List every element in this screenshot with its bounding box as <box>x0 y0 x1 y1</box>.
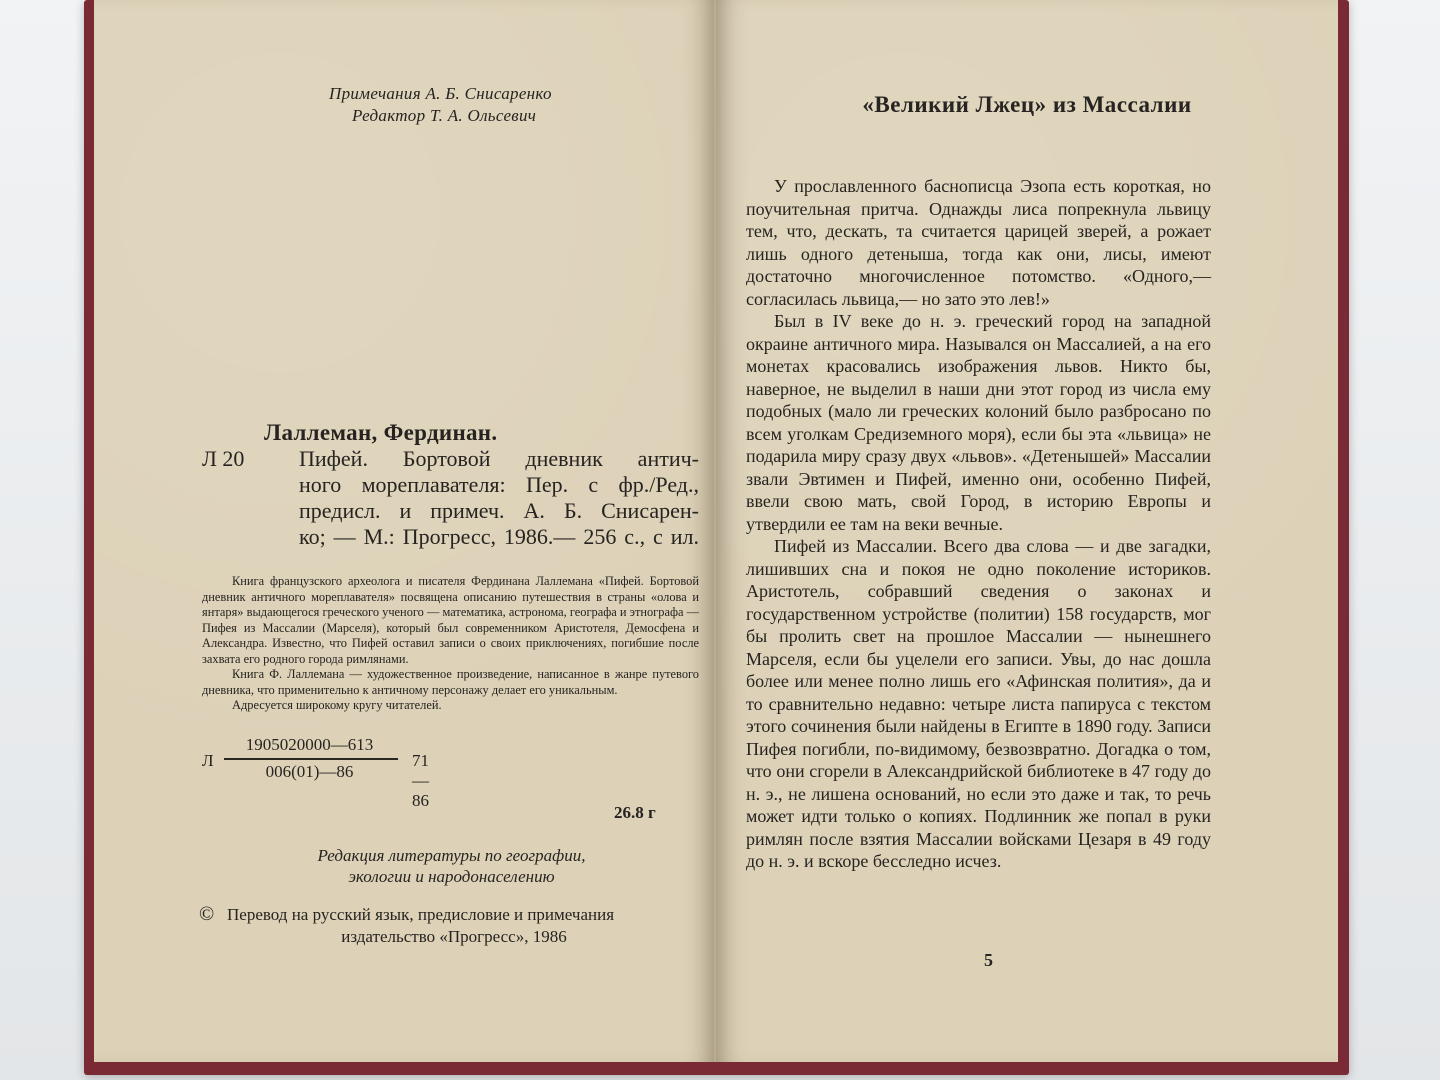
book-annotation <box>202 574 699 714</box>
bib-line: предисл. и примеч. А. Б. Снисарен- <box>299 498 699 523</box>
editorial-office <box>194 845 709 887</box>
index-suffix: 71—86 <box>412 751 429 810</box>
body-paragraph: Был в IV веке до н. э. греческий город на западной окраине античного мира. Назывался он Массалией, а на его монетах красовались изображения львов. Никто бы, наверное, не выделил в наши дни этот город из числа ему подобных (мало ли греческих колоний было разбросано по всем уголкам Средиземного моря), если бы эта «львица» не подарила миру сразу двух «львов». «Детенышей» Массалии звали Эвтимен и Пифей, именно они, особенно Пифей, ввели свою мать, свой Город, в историю Европы и утвердили ее там на веки вечные. <box>746 311 1211 534</box>
bib-line: ного мореплавателя: Пер. с фр./Ред., <box>299 472 699 497</box>
annotation-paragraph: Книга французского археолога и писателя Фердинана Лаллемана «Пифей. Бортовой дневник античного мореплавателя» посвящена описанию путешествия в страны «олова и янтаря» выдающегося греческого ученого — математика, астронома, географа и этнографа — Пифея из Массалии (Марселя), который был современником Аристотеля, Демосфена и Александра. Известно, что Пифей оставил записи о своих приключениях, погибшие после захвата его родного города римлянами. <box>202 574 699 666</box>
index-letter: Л <box>202 751 214 770</box>
annotation-paragraph: Адресуется широкому кругу читателей. <box>232 698 442 712</box>
bib-line: Пифей. Бортовой дневник антич- <box>299 446 699 471</box>
left-page <box>94 0 714 1062</box>
body-paragraph: Пифей из Массалии. Всего два слова — и две загадки, лишивших сна и покоя не одно поколение историков. Аристотель, собравший сведения о законах и государственном устройстве (политии) 158 государств, мог бы пролить свет на прошлое Массалии — нынешнего Марселя, если бы уцелели его записи. Увы, до нас дошла более или менее полно лишь его «Афинская полития», да и то сравнительно недавно: четыре листа папируса с текстом этого сочинения были найдены в Египте в 1890 году. Записи Пифея погибли, по-видимому, безвозвратно. Догадка о том, что они сгорели в Александрийской библиотеке в 47 году до н. э., не лишена оснований, но если это даже и так, то речь может идти только о копиях. Подлинник же попал в руки римлян после взятия Массалии войсками Цезаря в 49 году до н. э. и вскоре бесследно исчез. <box>746 536 1211 871</box>
bib-line: ко; — М.: Прогресс, 1986.— 256 с., с ил. <box>299 524 699 549</box>
author-name: Лаллеман, Фердинан. <box>264 420 498 445</box>
chapter-body <box>746 175 1211 873</box>
notes-credit: Примечания А. Б. Снисаренко <box>329 84 552 103</box>
catalog-code: Л 20 <box>202 446 245 471</box>
index-numerator: 1905020000—613 <box>245 735 374 754</box>
bibliographic-entry <box>299 446 699 550</box>
copyright-icon: © <box>199 903 215 925</box>
right-page <box>716 0 1338 1062</box>
copyright-line: издательство «Прогресс», 1986 <box>341 927 567 946</box>
fraction-line <box>224 758 398 760</box>
editor-credit: Редактор Т. А. Ольсевич <box>352 106 537 125</box>
page-number: 5 <box>984 950 993 970</box>
office-line: экологии и народонаселению <box>348 867 555 886</box>
index-denominator: 006(01)—86 <box>265 762 354 781</box>
chapter-title: «Великий Лжец» из Массалии <box>862 92 1192 117</box>
copyright-line: Перевод на русский язык, предисловие и примечания <box>227 905 615 924</box>
price: 26.8 г <box>614 803 656 822</box>
annotation-paragraph: Книга Ф. Лаллемана — художественное произведение, написанное в жанре путевого дневника, что применительно к античному персонажу делает его уникальным. <box>202 667 699 697</box>
office-line: Редакция литературы по географии, <box>317 846 586 865</box>
body-paragraph: У прославленного баснописца Эзопа есть короткая, но поучительная притча. Однажды лиса попрекнула львицу тем, что, дескать, та считается царицей зверей, а рожает лишь одного детеныша, тогда как они, лисы, имеют достаточно многочисленное потомство. «Одного,— согласилась львица,— но зато это лев!» <box>746 176 1211 309</box>
